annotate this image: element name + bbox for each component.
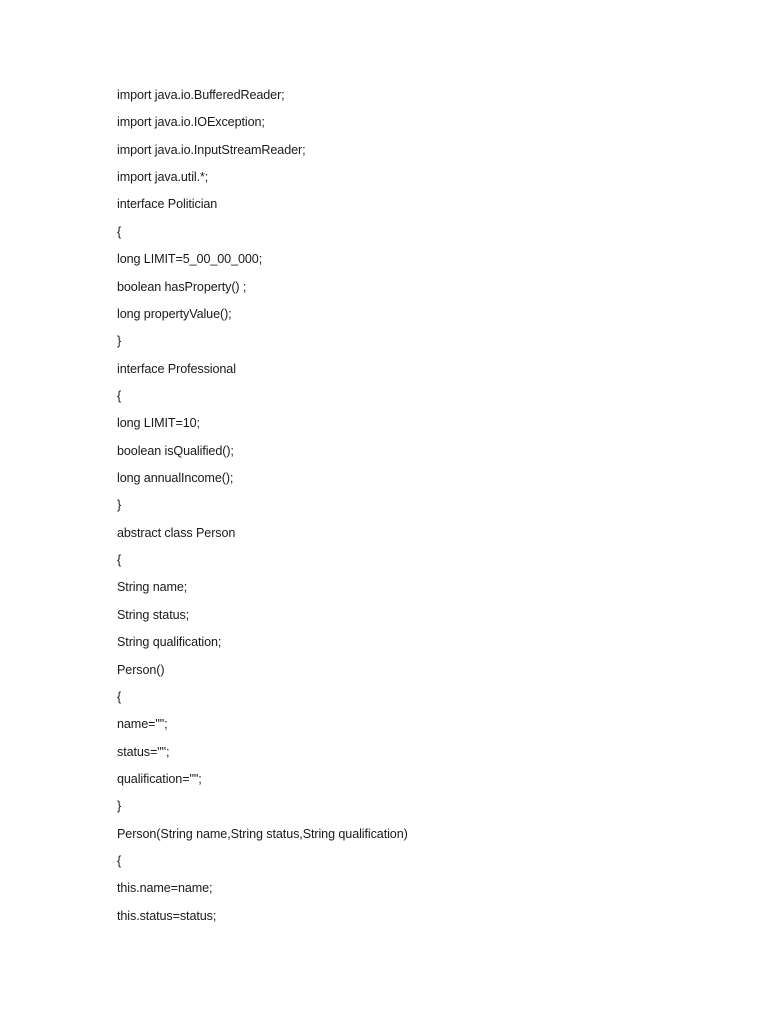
code-line: boolean isQualified(); [117, 443, 234, 458]
code-line: Person() [117, 662, 165, 677]
code-line: import java.io.InputStreamReader; [117, 142, 306, 157]
code-line: interface Professional [117, 361, 236, 376]
code-line: long LIMIT=5_00_00_000; [117, 252, 263, 267]
code-line: qualification=""; [117, 771, 202, 786]
code-line: import java.io.BufferedReader; [117, 88, 285, 102]
code-line: this.name=name; [117, 881, 213, 896]
code-line: { [117, 553, 122, 568]
code-line: Person(String name,String status,String qualification) [117, 826, 408, 841]
code-line: long propertyValue(); [117, 306, 232, 321]
code-line: String name; [117, 580, 188, 595]
code-line: String qualification; [117, 635, 222, 650]
code-line: { [117, 689, 122, 704]
code-line: abstract class Person [117, 525, 236, 540]
code-line: { [117, 224, 122, 239]
code-line: } [117, 334, 122, 349]
code-line: this.status=status; [117, 908, 217, 923]
code-line: { [117, 388, 122, 403]
code-line: long LIMIT=10; [117, 416, 200, 431]
code-line: interface Politician [117, 197, 218, 212]
code-line: boolean hasProperty() ; [117, 279, 247, 294]
code-line: long annualIncome(); [117, 471, 234, 486]
code-line: status=""; [117, 744, 170, 759]
code-listing [117, 86, 408, 934]
code-line: } [117, 799, 122, 814]
code-line: name=""; [117, 717, 168, 732]
code-line: import java.io.IOException; [117, 115, 265, 130]
code-line: String status; [117, 607, 190, 622]
code-line: import java.util.*; [117, 170, 209, 185]
code-line: } [117, 498, 122, 513]
code-line: { [117, 854, 122, 869]
